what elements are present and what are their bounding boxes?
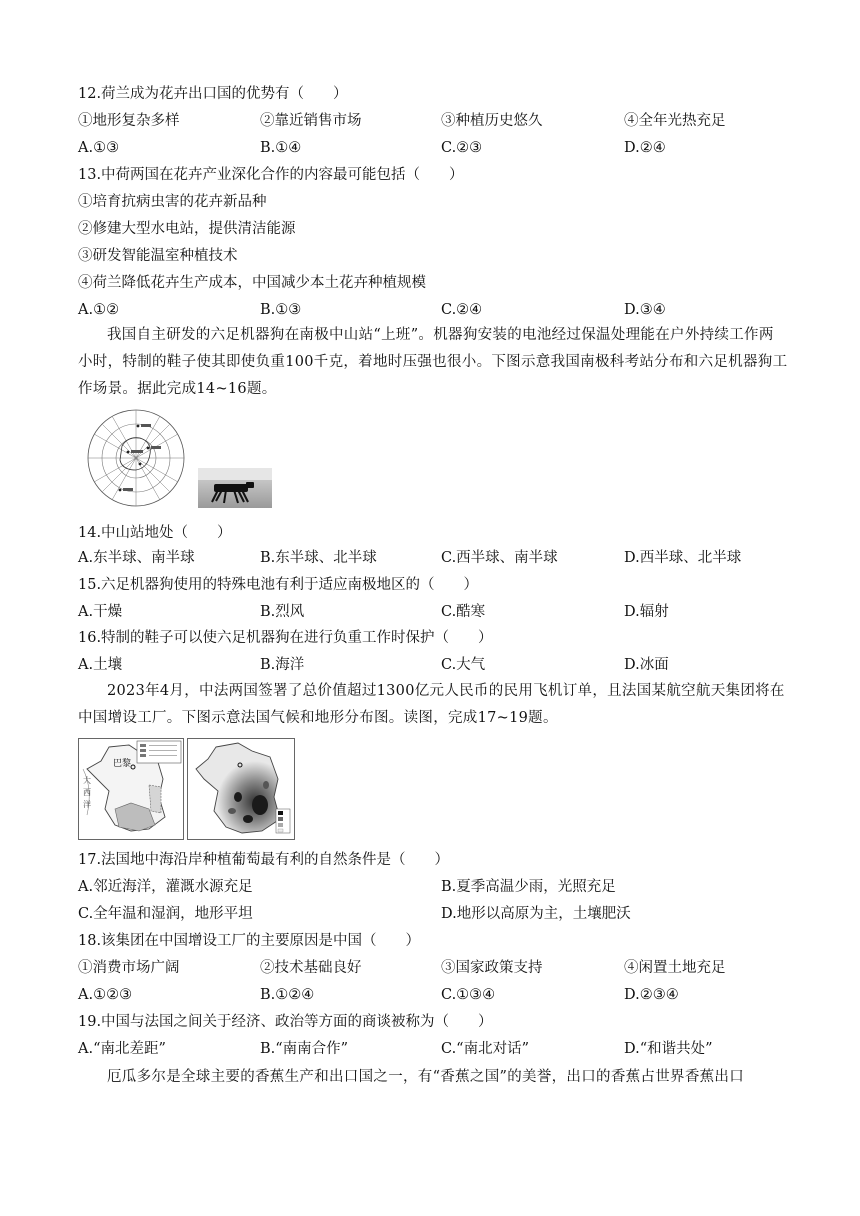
q16-choice-b: B.海洋 <box>260 657 305 673</box>
q12-stem: 12.荷兰成为花卉出口国的优势有（ ） <box>78 86 348 102</box>
q14-choice-b: B.东半球、北半球 <box>260 550 377 566</box>
passage-ecuador: 厄瓜多尔是全球主要的香蕉生产和出口国之一，有“香蕉之国”的美誉，出口的香蕉占世界香蕉出口 <box>107 1069 745 1085</box>
q13-item-1: ①培育抗病虫害的花卉新品种 <box>78 194 267 210</box>
france-terrain-map <box>187 738 295 840</box>
q13-choice-b: B.①③ <box>260 302 302 318</box>
q12-item-3: ③种植历史悠久 <box>441 113 543 129</box>
q14-choice-a: A.东半球、南半球 <box>78 550 195 566</box>
q19-stem: 19.中国与法国之间关于经济、政治等方面的商谈被称为（ ） <box>78 1014 493 1030</box>
q18-choice-b: B.①②④ <box>260 987 315 1003</box>
q12-choice-c: C.②③ <box>441 140 483 156</box>
q14-choice-d: D.西半球、北半球 <box>624 550 742 566</box>
q13-choice-c: C.②④ <box>441 302 483 318</box>
q14-choice-c: C.西半球、南半球 <box>441 550 558 566</box>
q17-choice-b: B.夏季高温少雨，光照充足 <box>441 879 616 895</box>
passage-france: 2023年4月，中法两国签署了总价值超过1300亿元人民币的民用飞机订单，且法国某航空航天集团将在中国增设工厂。下图示意法国气候和地形分布图。读图，完成17~19题。 <box>78 683 785 726</box>
q12-item-1: ①地形复杂多样 <box>78 113 180 129</box>
q18-item-4: ④闲置土地充足 <box>624 960 726 976</box>
q17-choice-a: A.邻近海洋，灌溉水源充足 <box>78 879 253 895</box>
q17-choice-c: C.全年温和湿润，地形平坦 <box>78 906 253 922</box>
q13-choice-a: A.①② <box>78 302 120 318</box>
q19-choice-d: D.“和谐共处” <box>624 1041 713 1057</box>
q14-stem: 14.中山站地处（ ） <box>78 525 232 541</box>
q13-stem: 13.中荷两国在花卉产业深化合作的内容最可能包括（ ） <box>78 167 464 183</box>
q18-choice-c: C.①③④ <box>441 987 496 1003</box>
robot-dog-icon <box>198 468 272 508</box>
q12-choice-a: A.①③ <box>78 140 120 156</box>
map-label-atlantic: 大西洋 <box>83 776 91 809</box>
q15-choice-a: A.干燥 <box>78 604 123 620</box>
q18-stem: 18.该集团在中国增设工厂的主要原因是中国（ ） <box>78 933 421 949</box>
q18-choice-a: A.①②③ <box>78 987 133 1003</box>
q16-choice-c: C.大气 <box>441 657 486 673</box>
q18-item-3: ③国家政策支持 <box>441 960 543 976</box>
q19-choice-c: C.“南北对话” <box>441 1041 530 1057</box>
passage-robot-dog: 我国自主研发的六足机器狗在南极中山站“上班”。机器狗安装的电池经过保温处理能在户外持续工作两小时，特制的鞋子使其即使负重100千克，着地时压强也很小。下图示意我国南极科考站分布和六足机器狗工作场景。据此完成14~16题。 <box>78 327 788 397</box>
q15-stem: 15.六足机器狗使用的特殊电池有利于适应南极地区的（ ） <box>78 577 479 593</box>
q17-stem: 17.法国地中海沿岸种植葡萄最有利的自然条件是（ ） <box>78 852 450 868</box>
q12-choice-d: D.②④ <box>624 140 666 156</box>
map-label-paris: 巴黎 <box>113 759 132 769</box>
q13-item-4: ④荷兰降低花卉生产成本，中国减少本土花卉种植规模 <box>78 275 426 291</box>
q12-item-2: ②靠近销售市场 <box>260 113 362 129</box>
antarctic-station-map <box>78 408 196 508</box>
q15-choice-c: C.酷寒 <box>441 604 486 620</box>
robot-dog-photo <box>198 468 272 508</box>
q15-choice-b: B.烈风 <box>260 604 305 620</box>
q13-item-3: ③研发智能温室种植技术 <box>78 248 238 264</box>
q15-choice-d: D.辐射 <box>624 604 669 620</box>
q12-item-4: ④全年光热充足 <box>624 113 726 129</box>
france-climate-map <box>78 738 184 840</box>
q16-choice-d: D.冰面 <box>624 657 669 673</box>
q16-stem: 16.特制的鞋子可以使六足机器狗在进行负重工作时保护（ ） <box>78 630 493 646</box>
q18-choice-d: D.②③④ <box>624 987 679 1003</box>
polar-grid-icon <box>78 408 196 508</box>
q13-item-2: ②修建大型水电站，提供清洁能源 <box>78 221 296 237</box>
terrain-map-icon <box>188 739 294 839</box>
q19-choice-a: A.“南北差距” <box>78 1041 166 1057</box>
q18-item-1: ①消费市场广阔 <box>78 960 180 976</box>
q12-choice-b: B.①④ <box>260 140 302 156</box>
q17-choice-d: D.地形以高原为主，土壤肥沃 <box>441 906 631 922</box>
climate-map-icon <box>79 739 183 839</box>
q18-item-2: ②技术基础良好 <box>260 960 362 976</box>
q13-choice-d: D.③④ <box>624 302 666 318</box>
q19-choice-b: B.“南南合作” <box>260 1041 349 1057</box>
q16-choice-a: A.土壤 <box>78 657 123 673</box>
